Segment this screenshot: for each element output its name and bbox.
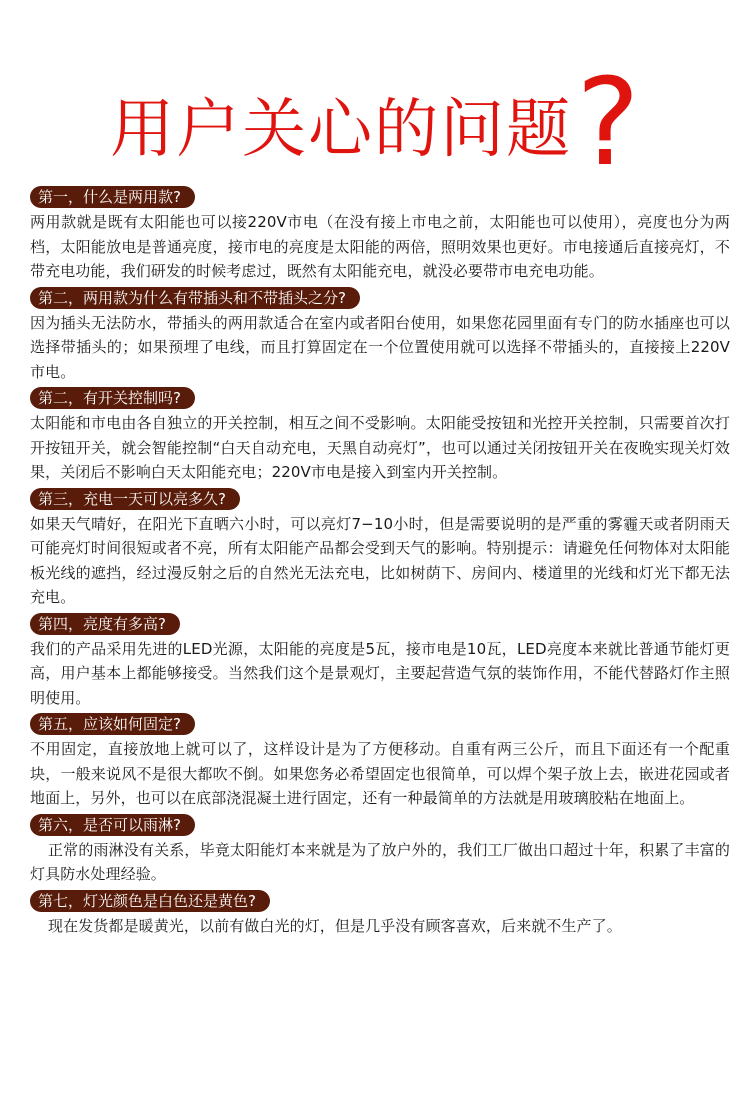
faq-item-4 [30, 485, 730, 610]
faq-heading: 第二，有开关控制吗? [30, 387, 195, 409]
faq-answer: 如果天气晴好，在阳光下直晒六小时，可以亮灯7−10小时，但是需要说明的是严重的雾霾天或者阴雨天可能亮灯时间很短或者不亮，所有太阳能产品都会受到天气的影响。特别提示：请避免任何物体对太阳能板光线的遮挡，经过漫反射之后的自然光无法充电，比如树荫下、房间内、楼道里的光线和灯光下都无法充电。 [30, 514, 730, 606]
faq-item-6 [30, 710, 730, 811]
faq-item-8 [30, 887, 730, 939]
faq-heading: 第五，应该如何固定? [30, 713, 195, 735]
faq-item-3 [30, 384, 730, 485]
faq-list [30, 183, 730, 938]
faq-answer: 不用固定，直接放地上就可以了，这样设计是为了方便移动。自重有两三公斤，而且下面还有一个配重块，一般来说风不是很大都吹不倒。如果您务必希望固定也很简单，可以焊个架子放上去，嵌进花园或者地面上，另外，也可以在底部浇混凝土进行固定，还有一种最简单的方法就是用玻璃胶粘在地面上。 [30, 740, 730, 807]
faq-heading: 第七，灯光颜色是白色还是黄色? [30, 890, 270, 912]
page-title [0, 54, 750, 193]
faq-heading: 第四，亮度有多高? [30, 613, 180, 635]
faq-item-7 [30, 811, 730, 887]
faq-heading: 第三，充电一天可以亮多久? [30, 488, 240, 510]
faq-item-5 [30, 610, 730, 711]
faq-item-2 [30, 284, 730, 385]
faq-answer: 我们的产品采用先进的LED光源，太阳能的亮度是5瓦，接市电是10瓦，LED亮度本来就比普通节能灯更高，用户基本上都能够接受。当然我们这个是景观灯，主要起营造气氛的装饰作用，不能代替路灯作主照明使用。 [30, 639, 730, 707]
faq-answer: 两用款就是既有太阳能也可以接220V市电（在没有接上市电之前，太阳能也可以使用），亮度也分为两档，太阳能放电是普通亮度，接市电的亮度是太阳能的两倍，照明效果也更好。市电接通后直接亮灯，不带充电功能，我们研发的时候考虑过，既然有太阳能充电，就没必要带市电充电功能。 [30, 213, 730, 280]
faq-item-1 [30, 183, 730, 284]
faq-answer: 因为插头无法防水，带插头的两用款适合在室内或者阳台使用，如果您花园里面有专门的防水插座也可以选择带插头的；如果预埋了电线，而且打算固定在一个位置使用就可以选择不带插头的，直接接上220V市电。 [30, 313, 730, 381]
faq-answer: 正常的雨淋没有关系，毕竟太阳能灯本来就是为了放户外的，我们工厂做出口超过十年，积累了丰富的灯具防水处理经验。 [30, 840, 730, 883]
faq-answer: 现在发货都是暖黄光，以前有做白光的灯，但是几乎没有顾客喜欢，后来就不生产了。 [48, 916, 622, 935]
faq-answer: 太阳能和市电由各自独立的开关控制，相互之间不受影响。太阳能受按钮和光控开关控制，只需要首次打开按钮开关，就会智能控制“白天自动充电，天黑自动亮灯”，也可以通过关闭按钮开关在夜晚实现关灯效果，关闭后不影响白天太阳能充电；220V市电是接入到室内开关控制。 [30, 414, 730, 481]
page-title-text: 用户关心的问题 [110, 93, 573, 167]
question-mark-icon: ? [576, 54, 640, 193]
faq-heading: 第一，什么是两用款? [30, 186, 195, 208]
faq-heading: 第二，两用款为什么有带插头和不带插头之分? [30, 287, 360, 309]
faq-heading: 第六，是否可以雨淋? [30, 814, 195, 836]
